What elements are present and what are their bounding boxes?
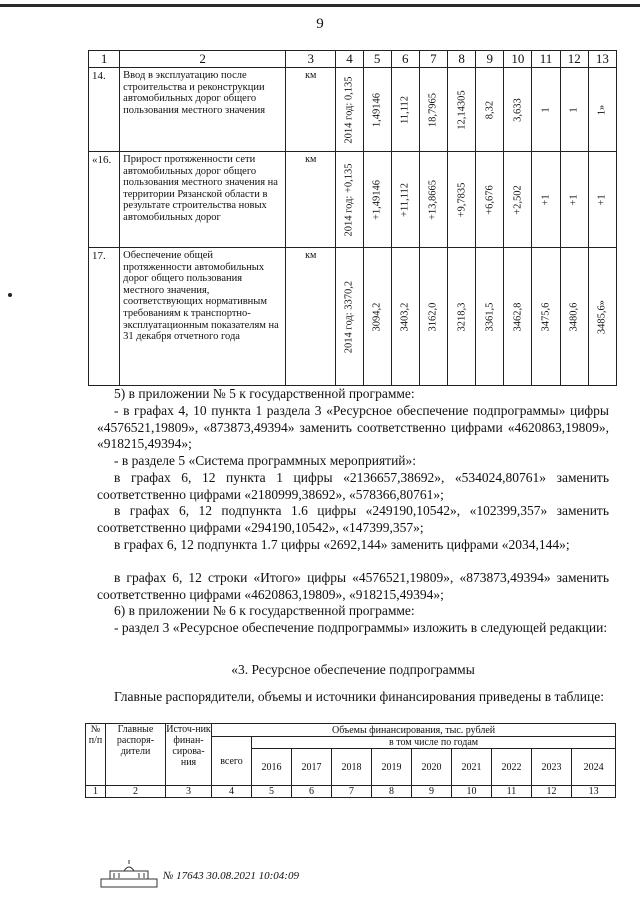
header-volumes: Объемы финансирования, тыс. рублей xyxy=(212,724,616,737)
index-cell: 2 xyxy=(106,786,166,798)
value-cell: 3475,6 xyxy=(540,302,552,331)
value-cell: 3094,2 xyxy=(371,302,383,331)
paragraph: 5) в приложении № 5 к государственной программе: xyxy=(114,386,415,401)
indicator-name: Обеспечение общей протяженности автомобильных дорог общего пользования местного значения, соответствующих нормативным требованиям к транспортно-эксплуатационным показателям на 31 декабря отчетного года xyxy=(120,248,286,386)
value-cell: 12,14305 xyxy=(456,89,468,130)
table-row xyxy=(89,248,617,386)
value-cell: 3403,2 xyxy=(399,302,411,331)
unit: км xyxy=(286,68,336,152)
base-value: 2014 год: 0,135 xyxy=(343,75,355,144)
index-cell: 12 xyxy=(532,786,572,798)
value-cell: 3462,8 xyxy=(512,302,524,331)
header-cell: 3 xyxy=(286,51,336,68)
index-cell: 1 xyxy=(86,786,106,798)
unit: км xyxy=(286,248,336,386)
header-source: Источ-ник финан-сирова-ния xyxy=(166,724,212,786)
value-cell: 1» xyxy=(596,104,608,115)
margin-dot xyxy=(8,293,12,297)
table-row xyxy=(89,68,617,152)
year-cell: 2024 xyxy=(572,749,616,786)
index-cell: 7 xyxy=(332,786,372,798)
value-cell: +11,112 xyxy=(399,182,411,217)
header-total: всего xyxy=(212,737,252,786)
value-cell: 1 xyxy=(540,106,552,113)
index-cell: 8 xyxy=(372,786,412,798)
header-by-years: в том числе по годам xyxy=(252,737,616,749)
year-cell: 2019 xyxy=(372,749,412,786)
year-cell: 2023 xyxy=(532,749,572,786)
year-cell: 2016 xyxy=(252,749,292,786)
financing-table xyxy=(85,723,616,798)
indicator-name: Ввод в эксплуатацию после строительства и реконструкции автомобильных дорог общего пользования местного значения xyxy=(120,68,286,152)
header-cell: 4 xyxy=(336,51,363,68)
row-number: 14. xyxy=(89,68,120,152)
header-cell: 5 xyxy=(363,51,391,68)
paragraph: в графах 6, 12 подпункта 1.6 цифры «249190,10542», «102399,357» заменить соответственно цифрами «294190,10542», «147399,357»; xyxy=(97,503,609,535)
paragraph: - раздел 3 «Ресурсное обеспечение подпрограммы» изложить в следующей редакции: xyxy=(114,620,608,635)
value-cell: +1 xyxy=(540,193,552,206)
base-value: 2014 год: 3370,2 xyxy=(343,280,355,353)
table-header-row xyxy=(89,51,617,68)
header-cell: 7 xyxy=(419,51,447,68)
header-cell: 1 xyxy=(89,51,120,68)
header-cell: 2 xyxy=(120,51,286,68)
table-row xyxy=(86,786,616,798)
value-cell: 11,112 xyxy=(399,95,411,124)
value-cell: 3162,0 xyxy=(427,302,439,331)
value-cell: 1 xyxy=(568,106,580,113)
value-cell: +1,49146 xyxy=(371,179,383,220)
value-cell: 3485,6» xyxy=(596,299,608,334)
value-cell: 3218,3 xyxy=(456,302,468,331)
index-cell: 6 xyxy=(292,786,332,798)
row-number: 17. xyxy=(89,248,120,386)
year-cell: 2020 xyxy=(412,749,452,786)
section-heading: «3. Ресурсное обеспечение подпрограммы xyxy=(231,662,475,677)
value-cell: 18,7965 xyxy=(427,92,439,127)
header-cell: 8 xyxy=(448,51,476,68)
header-num: № п/п xyxy=(86,724,106,786)
top-border-line xyxy=(0,4,640,7)
document-system-logo-icon xyxy=(100,858,158,888)
indicators-table xyxy=(88,50,617,386)
table-header-row xyxy=(86,724,616,737)
value-cell: +1 xyxy=(568,193,580,206)
index-cell: 5 xyxy=(252,786,292,798)
unit: км xyxy=(286,152,336,248)
page-number: 9 xyxy=(316,16,324,32)
index-cell: 13 xyxy=(572,786,616,798)
index-cell: 4 xyxy=(212,786,252,798)
year-cell: 2018 xyxy=(332,749,372,786)
value-cell: 3480,6 xyxy=(568,302,580,331)
year-cell: 2022 xyxy=(492,749,532,786)
value-cell: +1 xyxy=(596,193,608,206)
header-cell: 10 xyxy=(504,51,532,68)
value-cell: +13,8665 xyxy=(427,179,439,220)
index-cell: 11 xyxy=(492,786,532,798)
index-cell: 10 xyxy=(452,786,492,798)
value-cell: 1,49146 xyxy=(371,92,383,127)
value-cell: +6,676 xyxy=(484,184,496,215)
year-cell: 2017 xyxy=(292,749,332,786)
indicator-name: Прирост протяженности сети автомобильных дорог общего пользования местного значения на территории Рязанской области в результате строительства новых автомобильных дорог xyxy=(120,152,286,248)
paragraph: в графах 6, 12 подпункта 1.7 цифры «2692,144» заменить цифрами «2034,144»; xyxy=(114,537,570,552)
header-cell: 11 xyxy=(532,51,560,68)
year-cell: 2021 xyxy=(452,749,492,786)
paragraph: в графах 6, 12 пункта 1 цифры «2136657,38692», «534024,80761» заменить соответственно цифрами «2180999,38692», «578366,80761»; xyxy=(97,470,609,502)
value-cell: 3,633 xyxy=(512,97,524,122)
paragraph: в графах 6, 12 строки «Итого» цифры «4576521,19809», «873873,49394» заменить соответственно цифрами «4620863,19809», «918215,49394»; xyxy=(97,570,609,602)
paragraph: - в графах 4, 10 пункта 1 раздела 3 «Ресурсное обеспечение подпрограммы» цифры «4576521,19809», «873873,49394» заменить соответственно цифрами «4620863,19809», «918215,49394»; xyxy=(97,403,609,451)
paragraph: - в разделе 5 «Система программных мероприятий»: xyxy=(114,453,417,468)
index-cell: 3 xyxy=(166,786,212,798)
index-cell: 9 xyxy=(412,786,452,798)
paragraph: 6) в приложении № 6 к государственной программе: xyxy=(114,603,415,618)
base-value: 2014 год: +0,135 xyxy=(343,162,355,237)
value-cell: +2,502 xyxy=(512,184,524,215)
header-managers: Главные распоря-дители xyxy=(106,724,166,786)
header-cell: 9 xyxy=(476,51,504,68)
value-cell: 8,32 xyxy=(484,100,496,119)
header-cell: 6 xyxy=(391,51,419,68)
paragraph: Главные распорядители, объемы и источники финансирования приведены в таблице: xyxy=(114,689,604,704)
registration-stamp: № 17643 30.08.2021 10:04:09 xyxy=(163,870,299,882)
table-row xyxy=(89,152,617,248)
row-number: «16. xyxy=(89,152,120,248)
value-cell: 3361,5 xyxy=(484,302,496,331)
header-cell: 12 xyxy=(560,51,588,68)
value-cell: +9,7835 xyxy=(456,182,468,217)
header-cell: 13 xyxy=(588,51,616,68)
